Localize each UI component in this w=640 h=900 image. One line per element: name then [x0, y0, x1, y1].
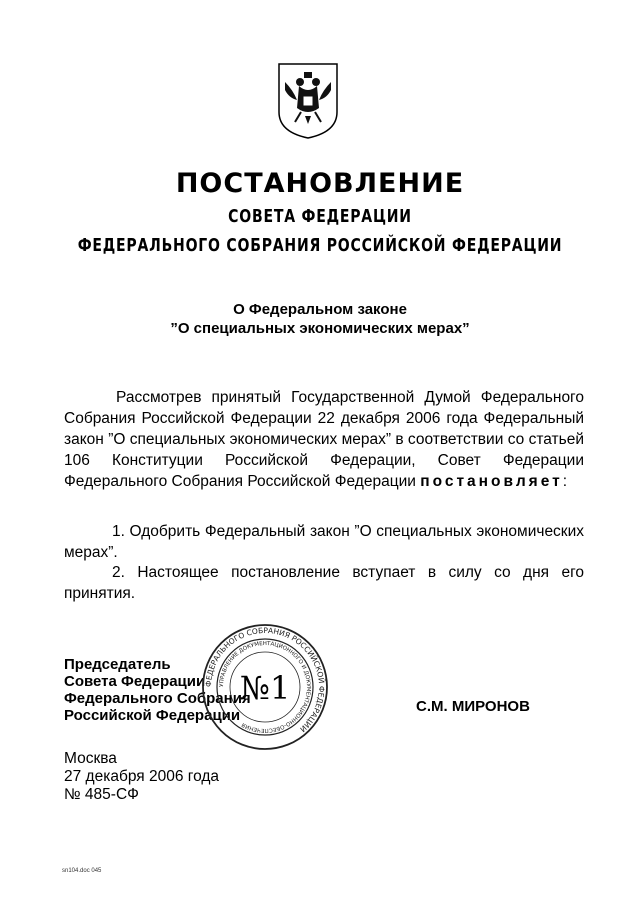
document-number: № 485-СФ — [64, 786, 139, 803]
seal-number: №1 — [239, 669, 291, 707]
signer-name: С.М. МИРОНОВ — [416, 698, 530, 715]
signer-line-2: Совета Федерации — [64, 673, 206, 690]
issuer-line-1: СОВЕТА ФЕДЕРАЦИИ — [228, 206, 412, 227]
preamble-text: Рассмотрев принятый Государственной Думой Федерального Собрания Российской Федерации 22 декабря 2006 года Федеральный закон ”О специальных экономических мерах” в соответствии со статьей 106 Конституции Российской Федерации, Совет Федерации Федерального Собрания Российской Федерации — [64, 389, 584, 490]
resolution-item-1: 1. Одобрить Федеральный закон ”О специальных экономических мерах”. — [64, 523, 584, 561]
seal-outer-text: ФЕДЕРАЛЬНОГО СОБРАНИЯ РОССИЙСКОЙ ФЕДЕРАЦИИ — [203, 625, 327, 734]
date-of-signing: 27 декабря 2006 года — [64, 768, 220, 785]
preamble-paragraph — [64, 387, 584, 492]
subject-line-2: ”О специальных экономических мерах” — [170, 320, 470, 337]
official-seal-stamp — [200, 622, 330, 752]
subject-block — [0, 300, 640, 338]
signer-line-3: Федерального Собрания — [64, 690, 251, 707]
signer-line-1: Председатель — [64, 656, 171, 673]
footer-block — [64, 750, 219, 804]
seal-inner-text: УПРАВЛЕНИЕ ДОКУМЕНТАЦИОННОГО И ДОКУМЕНТАЦИОННО-ОБЕСПЕЧЕНИЯ — [218, 640, 312, 734]
place-of-signing: Москва — [64, 750, 117, 767]
subject-line-1: О Федеральном законе — [233, 301, 407, 318]
resolution-item-2: 2. Настоящее постановление вступает в силу со дня его принятия. — [64, 564, 584, 602]
file-reference: sn104.doc 045 — [62, 868, 102, 874]
decree-colon: : — [562, 473, 568, 490]
document-title: ПОСТАНОВЛЕНИЕ — [175, 168, 465, 199]
issuer-line-2: ФЕДЕРАЛЬНОГО СОБРАНИЯ РОССИЙСКОЙ ФЕДЕРАЦИИ — [77, 235, 563, 256]
decree-word: постановляет — [420, 473, 563, 490]
coat-of-arms-emblem — [275, 60, 341, 140]
signer-line-4: Российской Федерации — [64, 707, 241, 724]
